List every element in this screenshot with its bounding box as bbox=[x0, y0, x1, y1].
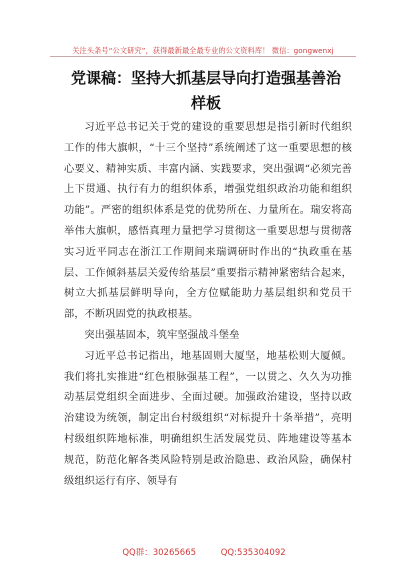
body-paragraph: 习近平总书记指出，地基固则大厦坚，地基松则大厦倾。我们将扎实推进“红色根脉强基工程”，一以贯之、久久为功推动基层党组织全面进步、全面过硬。加强政治建设，坚持以政治建设为统领，制定出台村级组织“对标提升十条举措”，亮明村级组织阵地标准，明确组织生活发展党员、阵地建设等基本规范，防范化解各类风险特别是政治隐患、政治风险，确保村级组织运行有序、领导有 bbox=[64, 350, 352, 487]
body-paragraph: 习近平总书记关于党的建设的重要思想是指引新时代组织工作的伟大旗帜，“十三个坚持”系统阐述了这一重要思想的核心要义、精神实质、丰富内涵、实践要求，突出强调“必须完善上下贯通、执行有力的组织体系，增强党组织政治功能和组织功能”。严密的组织体系是党的优势所在、力量所在。瑞安将高举伟大旗帜，感悟真理力量把学习贯彻这一重要思想与贯彻落实习近平同志在浙江工作期间来瑞调研时作出的“执政重在基层、工作倾斜基层关爱传给基层”重要指示精神紧密结合起来，树立大抓基层鲜明导向，全方位赋能助力基层组织和党员干部，不断巩固党的执政根基。 bbox=[64, 122, 352, 321]
document-body bbox=[64, 118, 352, 492]
footer-qq: QQ:535304092 bbox=[220, 548, 286, 558]
banner-text: 关注头条号“公文研究”，获得最新最全最专业的公文资料库！ 微信：gongwenxj bbox=[72, 46, 334, 55]
footer-contact bbox=[0, 546, 408, 558]
footer-qq-group: QQ群：30265665 bbox=[122, 548, 197, 558]
header-banner bbox=[50, 38, 356, 57]
section-heading: 突出强基固本，筑牢坚强战斗堡垒 bbox=[84, 329, 240, 341]
document-title: 党课稿：坚持大抓基层导向打造强基善治样板 bbox=[70, 69, 341, 112]
